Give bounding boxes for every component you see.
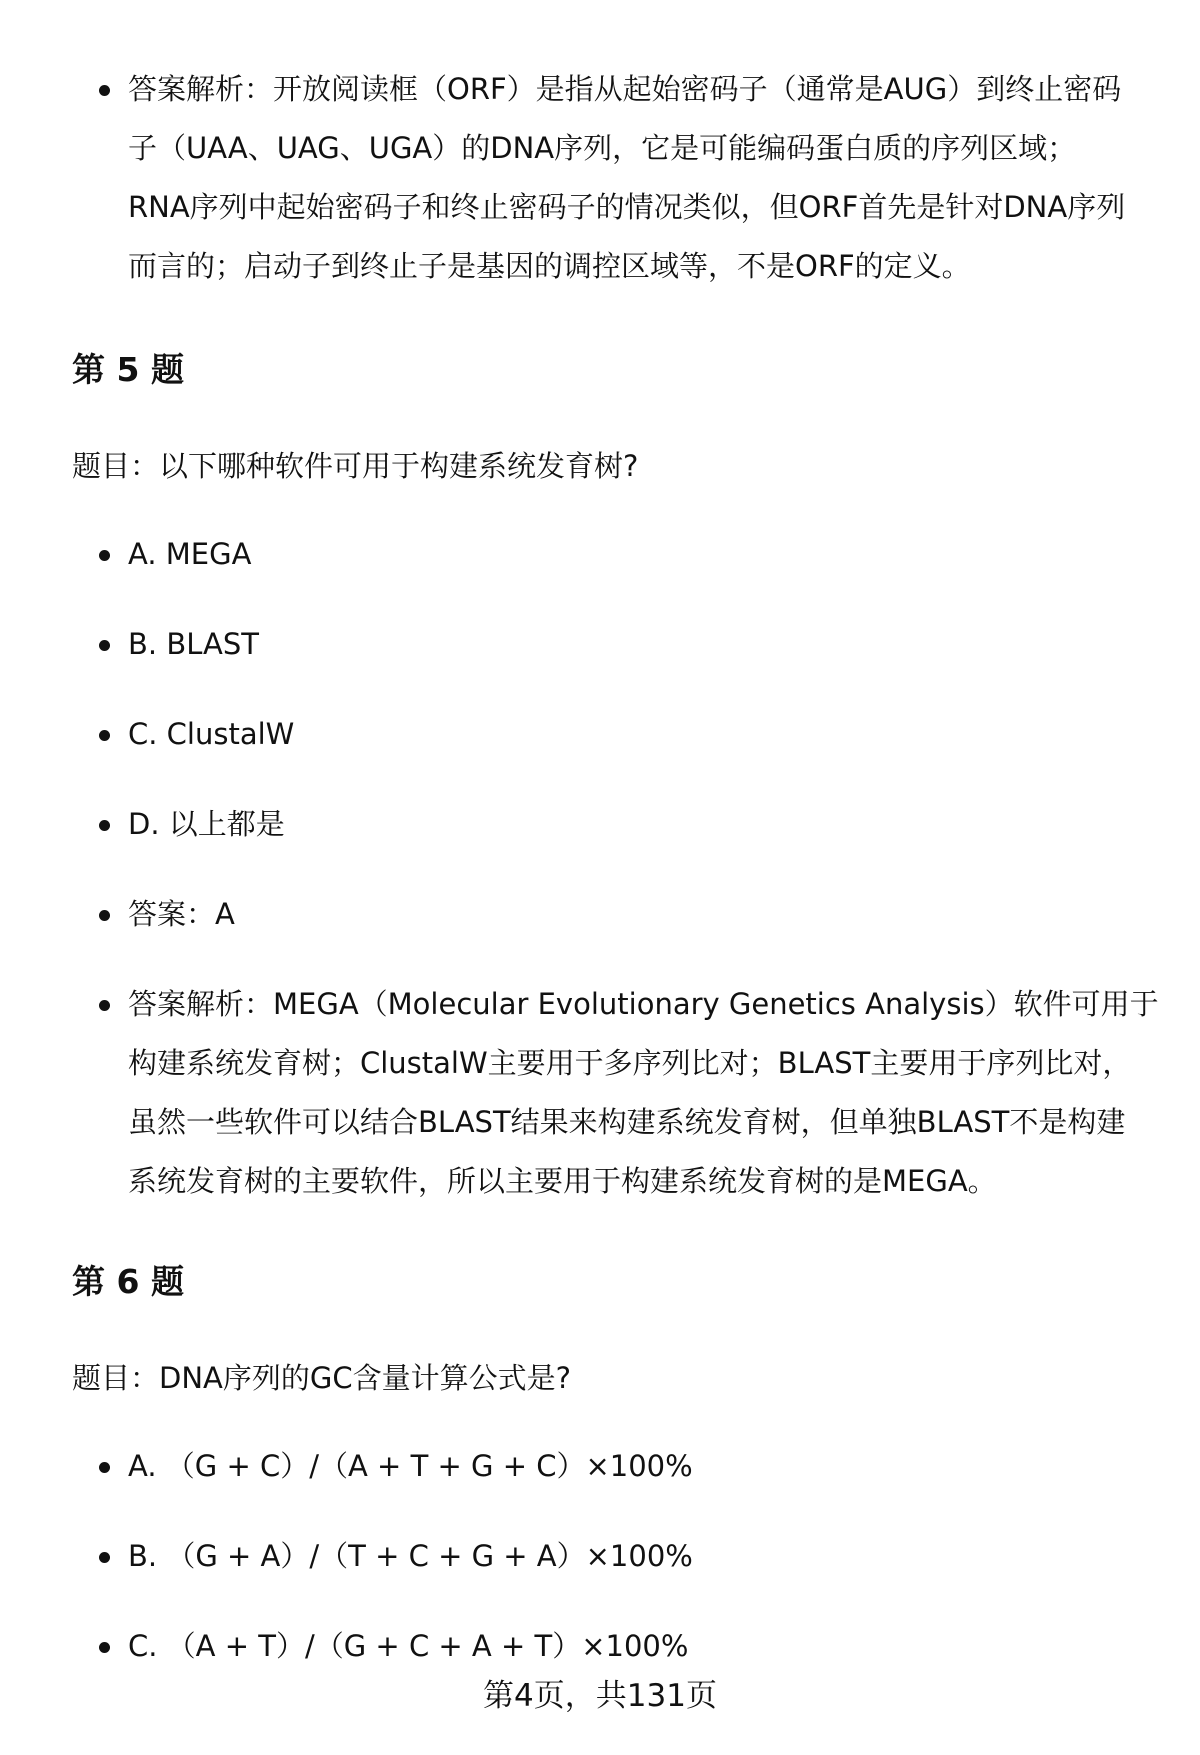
bullet-dot: [99, 1000, 110, 1011]
bullet-dot: [99, 1642, 110, 1653]
option-text: A. MEGA: [128, 537, 252, 571]
q5-heading: 第 5 题: [72, 350, 184, 389]
bullet-dot: [99, 730, 110, 741]
bullet-dot: [99, 1552, 110, 1563]
option-text: B. （G + A）/（T + C + G + A）×100%: [128, 1539, 693, 1573]
option-text: B. BLAST: [128, 627, 260, 661]
text-line: 而言的；启动子到终止子是基因的调控区域等，不是ORF的定义。: [128, 249, 971, 283]
bullet-dot: [99, 910, 110, 921]
option-text: A. （G + C）/（A + T + G + C）×100%: [128, 1449, 693, 1483]
text-line: 构建系统发育树；ClustalW主要用于多序列比对；BLAST主要用于序列比对，: [128, 1046, 1132, 1080]
bullet-dot: [99, 640, 110, 651]
text-line: RNA序列中起始密码子和终止密码子的情况类似，但ORF首先是针对DNA序列: [128, 190, 1126, 224]
bullet-dot: [99, 85, 110, 96]
option-text: C. ClustalW: [128, 717, 295, 751]
option-text: D. 以上都是: [128, 807, 285, 841]
answer-text: 答案：A: [128, 897, 235, 931]
q5-question: 题目：以下哪种软件可用于构建系统发育树?: [72, 449, 639, 483]
option-text: C. （A + T）/（G + C + A + T）×100%: [128, 1629, 689, 1663]
text-line: 答案解析：开放阅读框（ORF）是指从起始密码子（通常是AUG）到终止密码: [128, 72, 1122, 106]
q5-explanation-text: [128, 975, 1158, 1211]
text-line: 答案解析：MEGA（Molecular Evolutionary Genetics Analysis）软件可用于: [128, 987, 1159, 1021]
text-line: 子（UAA、UAG、UGA）的DNA序列，它是可能编码蛋白质的序列区域；: [128, 131, 1077, 165]
bullet-dot: [99, 550, 110, 561]
bullet-dot: [99, 1462, 110, 1473]
text-line: 虽然一些软件可以结合BLAST结果来构建系统发育树，但单独BLAST不是构建: [128, 1105, 1126, 1139]
q4-explanation-text: [128, 60, 1158, 296]
text-line: 系统发育树的主要软件，所以主要用于构建系统发育树的是MEGA。: [128, 1164, 997, 1198]
q6-heading: 第 6 题: [72, 1262, 184, 1301]
bullet-dot: [99, 820, 110, 831]
q6-question: 题目：DNA序列的GC含量计算公式是?: [72, 1361, 571, 1395]
page-footer: 第4页，共131页: [483, 1678, 717, 1714]
